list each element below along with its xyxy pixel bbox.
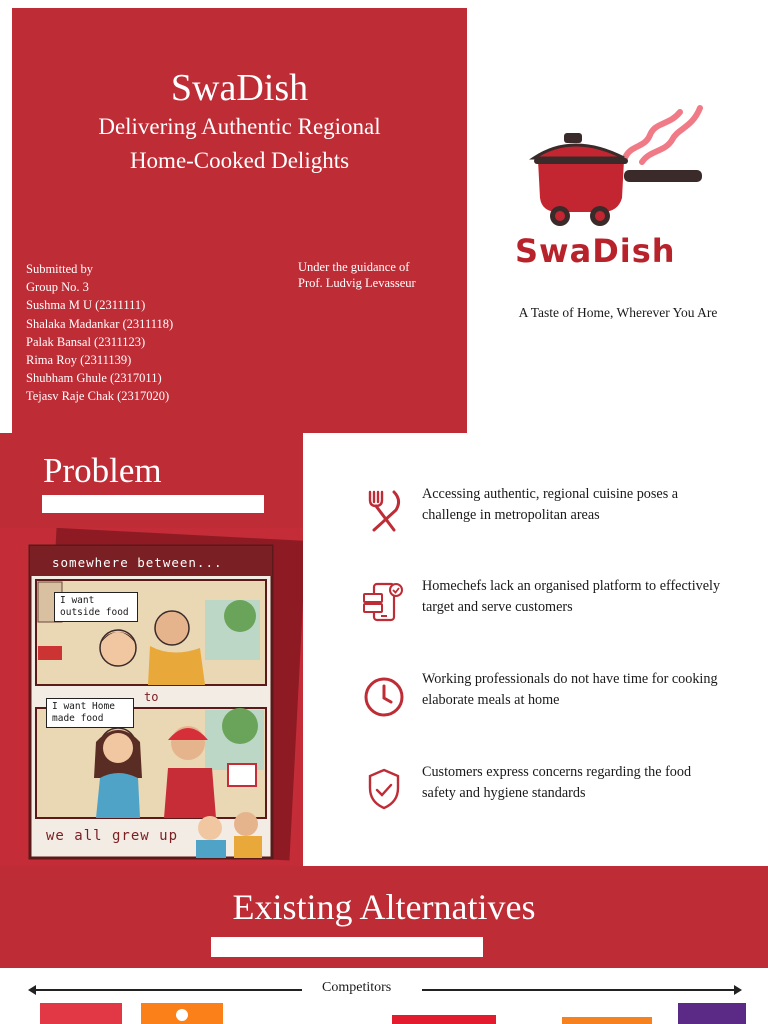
- guide-name: Prof. Ludvig Levasseur: [298, 275, 416, 290]
- competitors-line-right: [422, 989, 740, 991]
- fork-knife-icon: [360, 486, 408, 534]
- problem-text: Accessing authentic, regional cuisine poses a challenge in metropolitan areas: [422, 486, 679, 523]
- problem-heading: Problem: [43, 451, 162, 490]
- problem-text: Working professionals do not have time for cooking elaborate meals at home: [422, 671, 718, 708]
- submitted-by-list: [26, 260, 173, 406]
- competitor-logo-2: [141, 1003, 223, 1024]
- heading-underline: [211, 937, 483, 957]
- problem-item: [360, 762, 740, 822]
- subtitle: [12, 110, 467, 178]
- submitted-line: Rima Roy (2311139): [26, 353, 132, 368]
- app-title: SwaDish: [170, 67, 309, 109]
- subtitle-line-2: Home-Cooked Delights: [129, 148, 350, 173]
- arrow-left-icon: [28, 985, 36, 995]
- comic-to-label: to: [144, 690, 159, 704]
- speech-bubble-home-food: I want Home made food: [46, 698, 134, 728]
- subtitle-line-1: Delivering Authentic Regional: [98, 114, 381, 139]
- guidance-block: [298, 260, 416, 291]
- problem-item: [360, 576, 740, 636]
- competitors-axis: [30, 978, 740, 1000]
- submitted-line: Group No. 3: [26, 280, 89, 295]
- competitors-label: Competitors: [322, 980, 392, 995]
- pin-icon: [176, 1009, 188, 1021]
- heading-underline: [42, 495, 264, 513]
- alternatives-heading: Existing Alternatives: [232, 887, 536, 927]
- problem-text: Customers express concerns regarding the food safety and hygiene standards: [422, 764, 692, 801]
- problem-header: [0, 433, 303, 528]
- competitors-line-left: [30, 989, 302, 991]
- problem-text: Homechefs lack an organised platform to effectively target and serve customers: [422, 578, 721, 615]
- logo-wordmark: SwaDish: [515, 232, 676, 270]
- problem-item: [360, 484, 740, 544]
- arrow-right-icon: [734, 985, 742, 995]
- mobile-app-icon: [360, 578, 408, 626]
- submitted-line: Shubham Ghule (2317011): [26, 371, 162, 386]
- submitted-line: Palak Bansal (2311123): [26, 334, 146, 349]
- clock-icon: [360, 671, 408, 719]
- comic-footer: we all grew up: [46, 828, 179, 844]
- competitor-logo-3: [392, 1003, 496, 1024]
- submitted-line: Tejasv Raje Chak (2317020): [26, 389, 170, 404]
- competitor-logo-4: [562, 1003, 652, 1024]
- tagline: A Taste of Home, Wherever You Are: [518, 305, 718, 320]
- orange-logo-shape: [562, 1017, 652, 1024]
- box-logo-shape: [392, 1015, 496, 1024]
- submitted-line: Shalaka Madankar (2311118): [26, 316, 174, 331]
- comic-banner: somewhere between...: [52, 555, 223, 570]
- problem-item: [360, 669, 740, 729]
- shield-check-icon: [360, 764, 408, 812]
- comic-illustration: [0, 528, 303, 866]
- competitor-logo-5: [678, 1003, 746, 1024]
- speech-bubble-outside-food: I want outside food: [54, 592, 138, 622]
- submitted-line: Submitted by: [26, 262, 94, 276]
- guidance-label: Under the guidance of: [298, 260, 410, 274]
- submitted-line: Sushma M U (2311111): [26, 298, 146, 313]
- competitor-logo-1: [40, 1003, 122, 1024]
- alternatives-header: [0, 866, 768, 968]
- title-slide-panel: [12, 8, 467, 433]
